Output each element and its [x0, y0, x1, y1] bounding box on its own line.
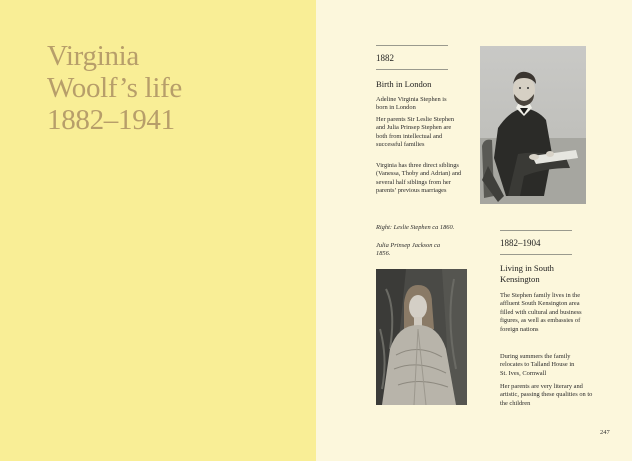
entry-year: 1882–1904 — [500, 238, 541, 248]
entry-paragraph: During summers the family relocates to Talland House in St. Ives, Cornwall — [500, 353, 575, 377]
right-page — [316, 0, 632, 461]
divider — [500, 230, 572, 231]
title-line-1: Virginia — [47, 40, 139, 72]
title-line-3: 1882–1941 — [47, 104, 175, 136]
page-number: 247 — [600, 429, 610, 436]
entry-paragraph: The Stephen family lives in the affluent South Kensington area filled with cultural and business figures, as well as embassies of foreign nations — [500, 292, 582, 333]
entry-paragraph: Her parents are very literary and artistic, passing these qualities on to the children — [500, 383, 593, 407]
entry-year: 1882 — [376, 53, 394, 63]
entry-heading: Living in South Kensington — [500, 263, 554, 284]
entry-paragraph: Adeline Virginia Stephen is born in London — [376, 96, 447, 112]
page-title — [47, 40, 182, 136]
entry-paragraph: Her parents Sir Leslie Stephen and Julia Prinsep Stephen are both from intellectual and successful families — [376, 116, 455, 149]
photo-leslie-stephen — [480, 46, 586, 204]
entry-paragraph: Virginia has three direct siblings (Vanessa, Thoby and Adrian) and several half siblings from her parents’ previous marriages — [376, 162, 462, 195]
photo-caption: Julia Prinsep Jackson ca 1856. — [376, 242, 441, 258]
entry-heading: Birth in London — [376, 79, 432, 89]
divider — [376, 69, 448, 70]
photo-julia-jackson — [376, 269, 467, 405]
divider — [376, 45, 448, 46]
divider — [500, 254, 572, 255]
photo-caption: Right: Leslie Stephen ca 1860. — [376, 224, 455, 231]
title-line-2: Woolf’s life — [47, 72, 182, 104]
